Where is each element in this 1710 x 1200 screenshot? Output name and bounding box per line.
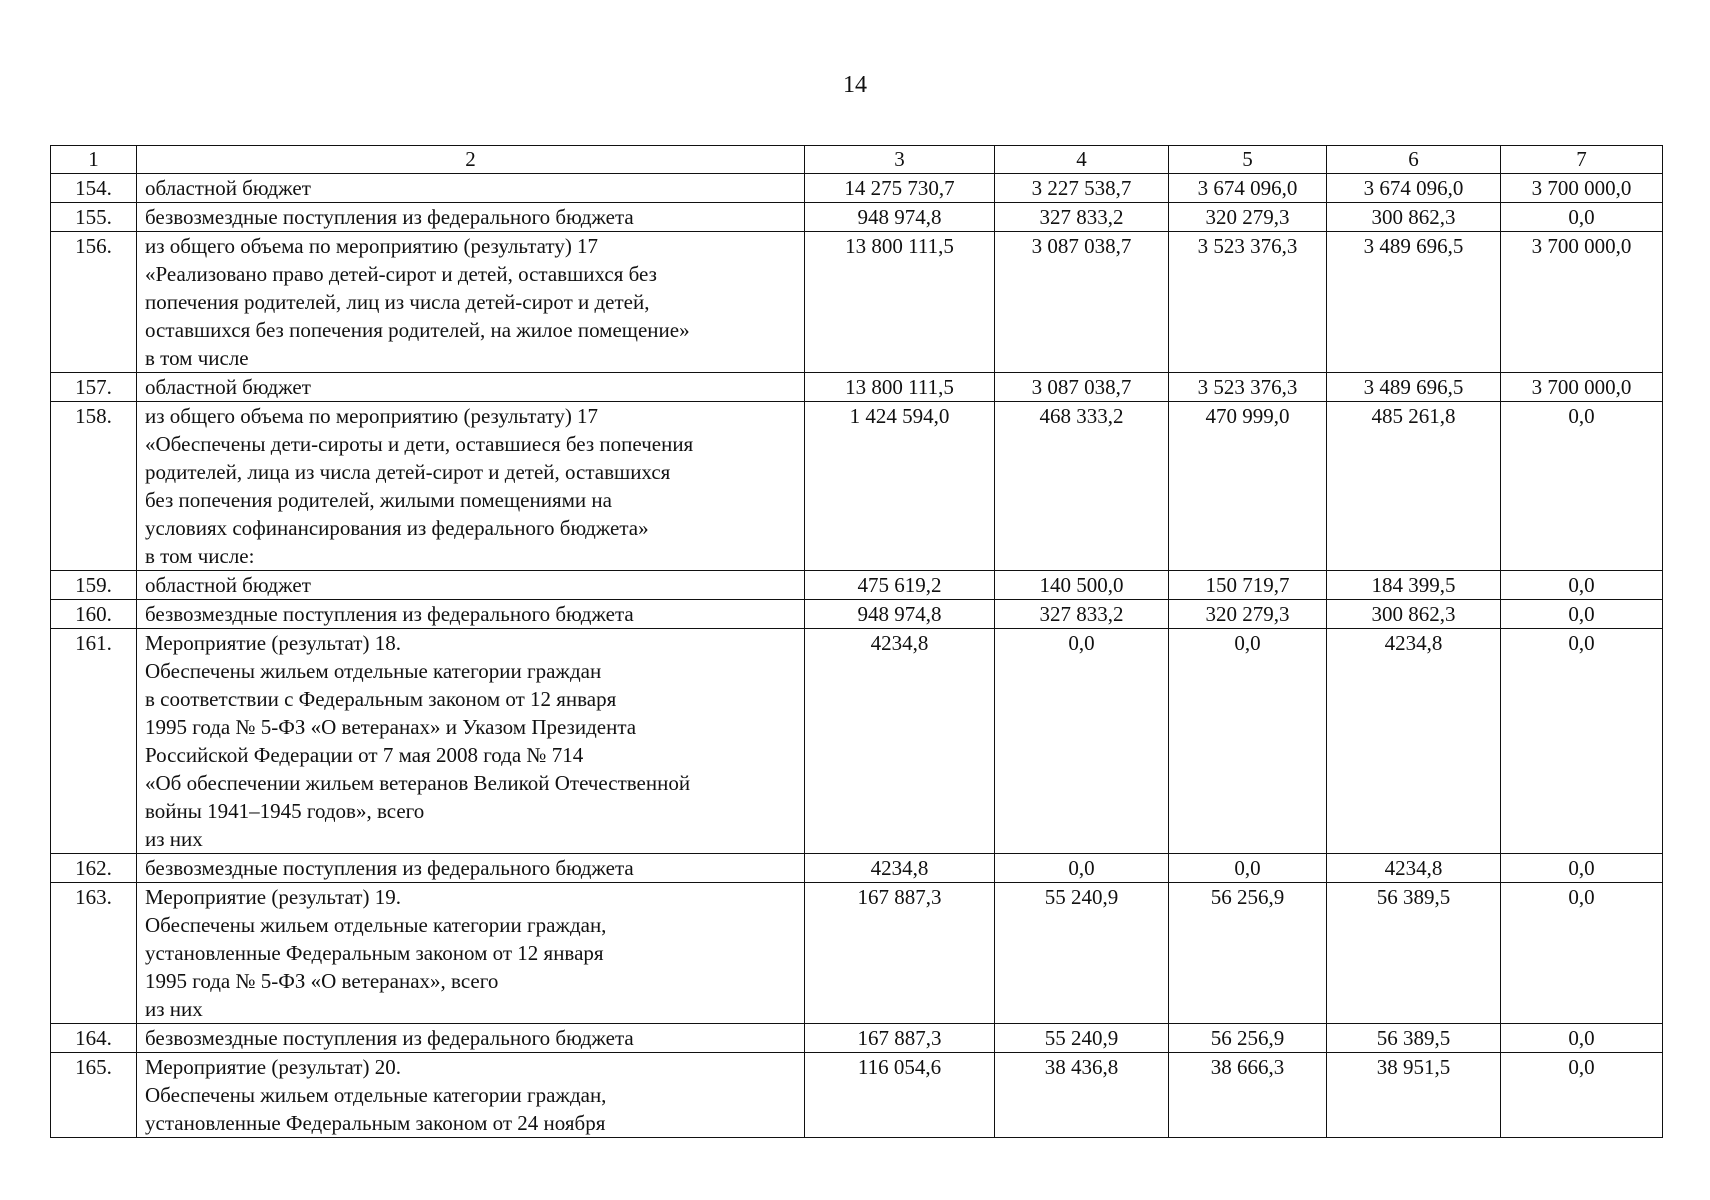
row-number: 159. xyxy=(51,571,137,600)
value-cell: 3 227 538,7 xyxy=(995,174,1169,203)
value-cell: 0,0 xyxy=(1501,571,1663,600)
column-header: 5 xyxy=(1169,146,1327,174)
table-row xyxy=(51,232,1663,373)
row-description: Мероприятие (результат) 19. Обеспечены жильем отдельные категории граждан, установленные Федеральным законом от 12 января 1995 года № 5-ФЗ «О ветеранах», всего из них xyxy=(137,883,805,1024)
value-cell: 13 800 111,5 xyxy=(805,373,995,402)
table-row xyxy=(51,1053,1663,1138)
row-description: областной бюджет xyxy=(137,571,805,600)
value-cell: 948 974,8 xyxy=(805,203,995,232)
value-cell: 13 800 111,5 xyxy=(805,232,995,373)
table-row xyxy=(51,174,1663,203)
row-description: из общего объема по мероприятию (результату) 17 «Обеспечены дети-сироты и дети, оставшиеся без попечения родителей, лица из числа детей-сирот и детей, оставшихся без попечения родителей, жилыми помещениями на условиях софинансирования из федерального бюджета» в том числе: xyxy=(137,402,805,571)
value-cell: 0,0 xyxy=(1501,1053,1663,1138)
value-cell: 56 256,9 xyxy=(1169,883,1327,1024)
value-cell: 56 256,9 xyxy=(1169,1024,1327,1053)
row-number: 164. xyxy=(51,1024,137,1053)
table-row xyxy=(51,203,1663,232)
value-cell: 3 489 696,5 xyxy=(1327,232,1501,373)
value-cell: 327 833,2 xyxy=(995,600,1169,629)
value-cell: 948 974,8 xyxy=(805,600,995,629)
value-cell: 3 700 000,0 xyxy=(1501,232,1663,373)
value-cell: 38 666,3 xyxy=(1169,1053,1327,1138)
value-cell: 0,0 xyxy=(995,629,1169,854)
value-cell: 485 261,8 xyxy=(1327,402,1501,571)
value-cell: 140 500,0 xyxy=(995,571,1169,600)
budget-table xyxy=(50,145,1663,1138)
value-cell: 56 389,5 xyxy=(1327,1024,1501,1053)
value-cell: 0,0 xyxy=(995,854,1169,883)
value-cell: 4234,8 xyxy=(1327,629,1501,854)
value-cell: 300 862,3 xyxy=(1327,203,1501,232)
row-number: 156. xyxy=(51,232,137,373)
value-cell: 38 436,8 xyxy=(995,1053,1169,1138)
value-cell: 0,0 xyxy=(1169,629,1327,854)
row-description: областной бюджет xyxy=(137,174,805,203)
row-number: 165. xyxy=(51,1053,137,1138)
value-cell: 55 240,9 xyxy=(995,883,1169,1024)
column-header: 2 xyxy=(137,146,805,174)
value-cell: 4234,8 xyxy=(805,629,995,854)
header-row xyxy=(51,146,1663,174)
row-description: безвозмездные поступления из федерального бюджета xyxy=(137,600,805,629)
value-cell: 3 700 000,0 xyxy=(1501,373,1663,402)
page-number: 14 xyxy=(843,72,867,98)
value-cell: 3 523 376,3 xyxy=(1169,373,1327,402)
row-description: Мероприятие (результат) 18. Обеспечены жильем отдельные категории граждан в соответствии с Федеральным законом от 12 января 1995 года № 5-ФЗ «О ветеранах» и Указом Президента Российской Федерации от 7 мая 2008 года № 714 «Об обеспечении жильем ветеранов Великой Отечественной войны 1941–1945 годов», всего из них xyxy=(137,629,805,854)
value-cell: 0,0 xyxy=(1501,883,1663,1024)
row-description: безвозмездные поступления из федерального бюджета xyxy=(137,854,805,883)
value-cell: 3 523 376,3 xyxy=(1169,232,1327,373)
value-cell: 0,0 xyxy=(1501,629,1663,854)
column-header: 7 xyxy=(1501,146,1663,174)
row-number: 155. xyxy=(51,203,137,232)
value-cell: 14 275 730,7 xyxy=(805,174,995,203)
table-body xyxy=(51,174,1663,1138)
value-cell: 0,0 xyxy=(1169,854,1327,883)
table-row xyxy=(51,571,1663,600)
value-cell: 468 333,2 xyxy=(995,402,1169,571)
value-cell: 300 862,3 xyxy=(1327,600,1501,629)
value-cell: 3 674 096,0 xyxy=(1327,174,1501,203)
table-row xyxy=(51,373,1663,402)
value-cell: 470 999,0 xyxy=(1169,402,1327,571)
value-cell: 0,0 xyxy=(1501,1024,1663,1053)
column-header: 6 xyxy=(1327,146,1501,174)
value-cell: 3 489 696,5 xyxy=(1327,373,1501,402)
value-cell: 167 887,3 xyxy=(805,883,995,1024)
value-cell: 0,0 xyxy=(1501,203,1663,232)
table-row xyxy=(51,629,1663,854)
column-header: 4 xyxy=(995,146,1169,174)
value-cell: 4234,8 xyxy=(805,854,995,883)
value-cell: 116 054,6 xyxy=(805,1053,995,1138)
table-row xyxy=(51,854,1663,883)
table-row xyxy=(51,1024,1663,1053)
value-cell: 475 619,2 xyxy=(805,571,995,600)
value-cell: 184 399,5 xyxy=(1327,571,1501,600)
value-cell: 3 087 038,7 xyxy=(995,373,1169,402)
value-cell: 3 674 096,0 xyxy=(1169,174,1327,203)
value-cell: 320 279,3 xyxy=(1169,600,1327,629)
row-number: 161. xyxy=(51,629,137,854)
value-cell: 3 087 038,7 xyxy=(995,232,1169,373)
value-cell: 3 700 000,0 xyxy=(1501,174,1663,203)
row-description: областной бюджет xyxy=(137,373,805,402)
row-number: 163. xyxy=(51,883,137,1024)
value-cell: 0,0 xyxy=(1501,600,1663,629)
row-number: 162. xyxy=(51,854,137,883)
column-header: 1 xyxy=(51,146,137,174)
row-description: из общего объема по мероприятию (результату) 17 «Реализовано право детей-сирот и детей, оставшихся без попечения родителей, лиц из числа детей-сирот и детей, оставшихся без попечения родителей, на жилое помещение» в том числе xyxy=(137,232,805,373)
row-description: безвозмездные поступления из федерального бюджета xyxy=(137,203,805,232)
value-cell: 55 240,9 xyxy=(995,1024,1169,1053)
row-description: Мероприятие (результат) 20. Обеспечены жильем отдельные категории граждан, установленные Федеральным законом от 24 ноября xyxy=(137,1053,805,1138)
row-number: 158. xyxy=(51,402,137,571)
value-cell: 56 389,5 xyxy=(1327,883,1501,1024)
value-cell: 1 424 594,0 xyxy=(805,402,995,571)
table-row xyxy=(51,402,1663,571)
value-cell: 0,0 xyxy=(1501,402,1663,571)
value-cell: 38 951,5 xyxy=(1327,1053,1501,1138)
table-row xyxy=(51,600,1663,629)
value-cell: 4234,8 xyxy=(1327,854,1501,883)
table-row xyxy=(51,883,1663,1024)
value-cell: 327 833,2 xyxy=(995,203,1169,232)
row-number: 154. xyxy=(51,174,137,203)
row-number: 157. xyxy=(51,373,137,402)
column-header: 3 xyxy=(805,146,995,174)
row-number: 160. xyxy=(51,600,137,629)
row-description: безвозмездные поступления из федерального бюджета xyxy=(137,1024,805,1053)
value-cell: 167 887,3 xyxy=(805,1024,995,1053)
value-cell: 150 719,7 xyxy=(1169,571,1327,600)
value-cell: 320 279,3 xyxy=(1169,203,1327,232)
value-cell: 0,0 xyxy=(1501,854,1663,883)
